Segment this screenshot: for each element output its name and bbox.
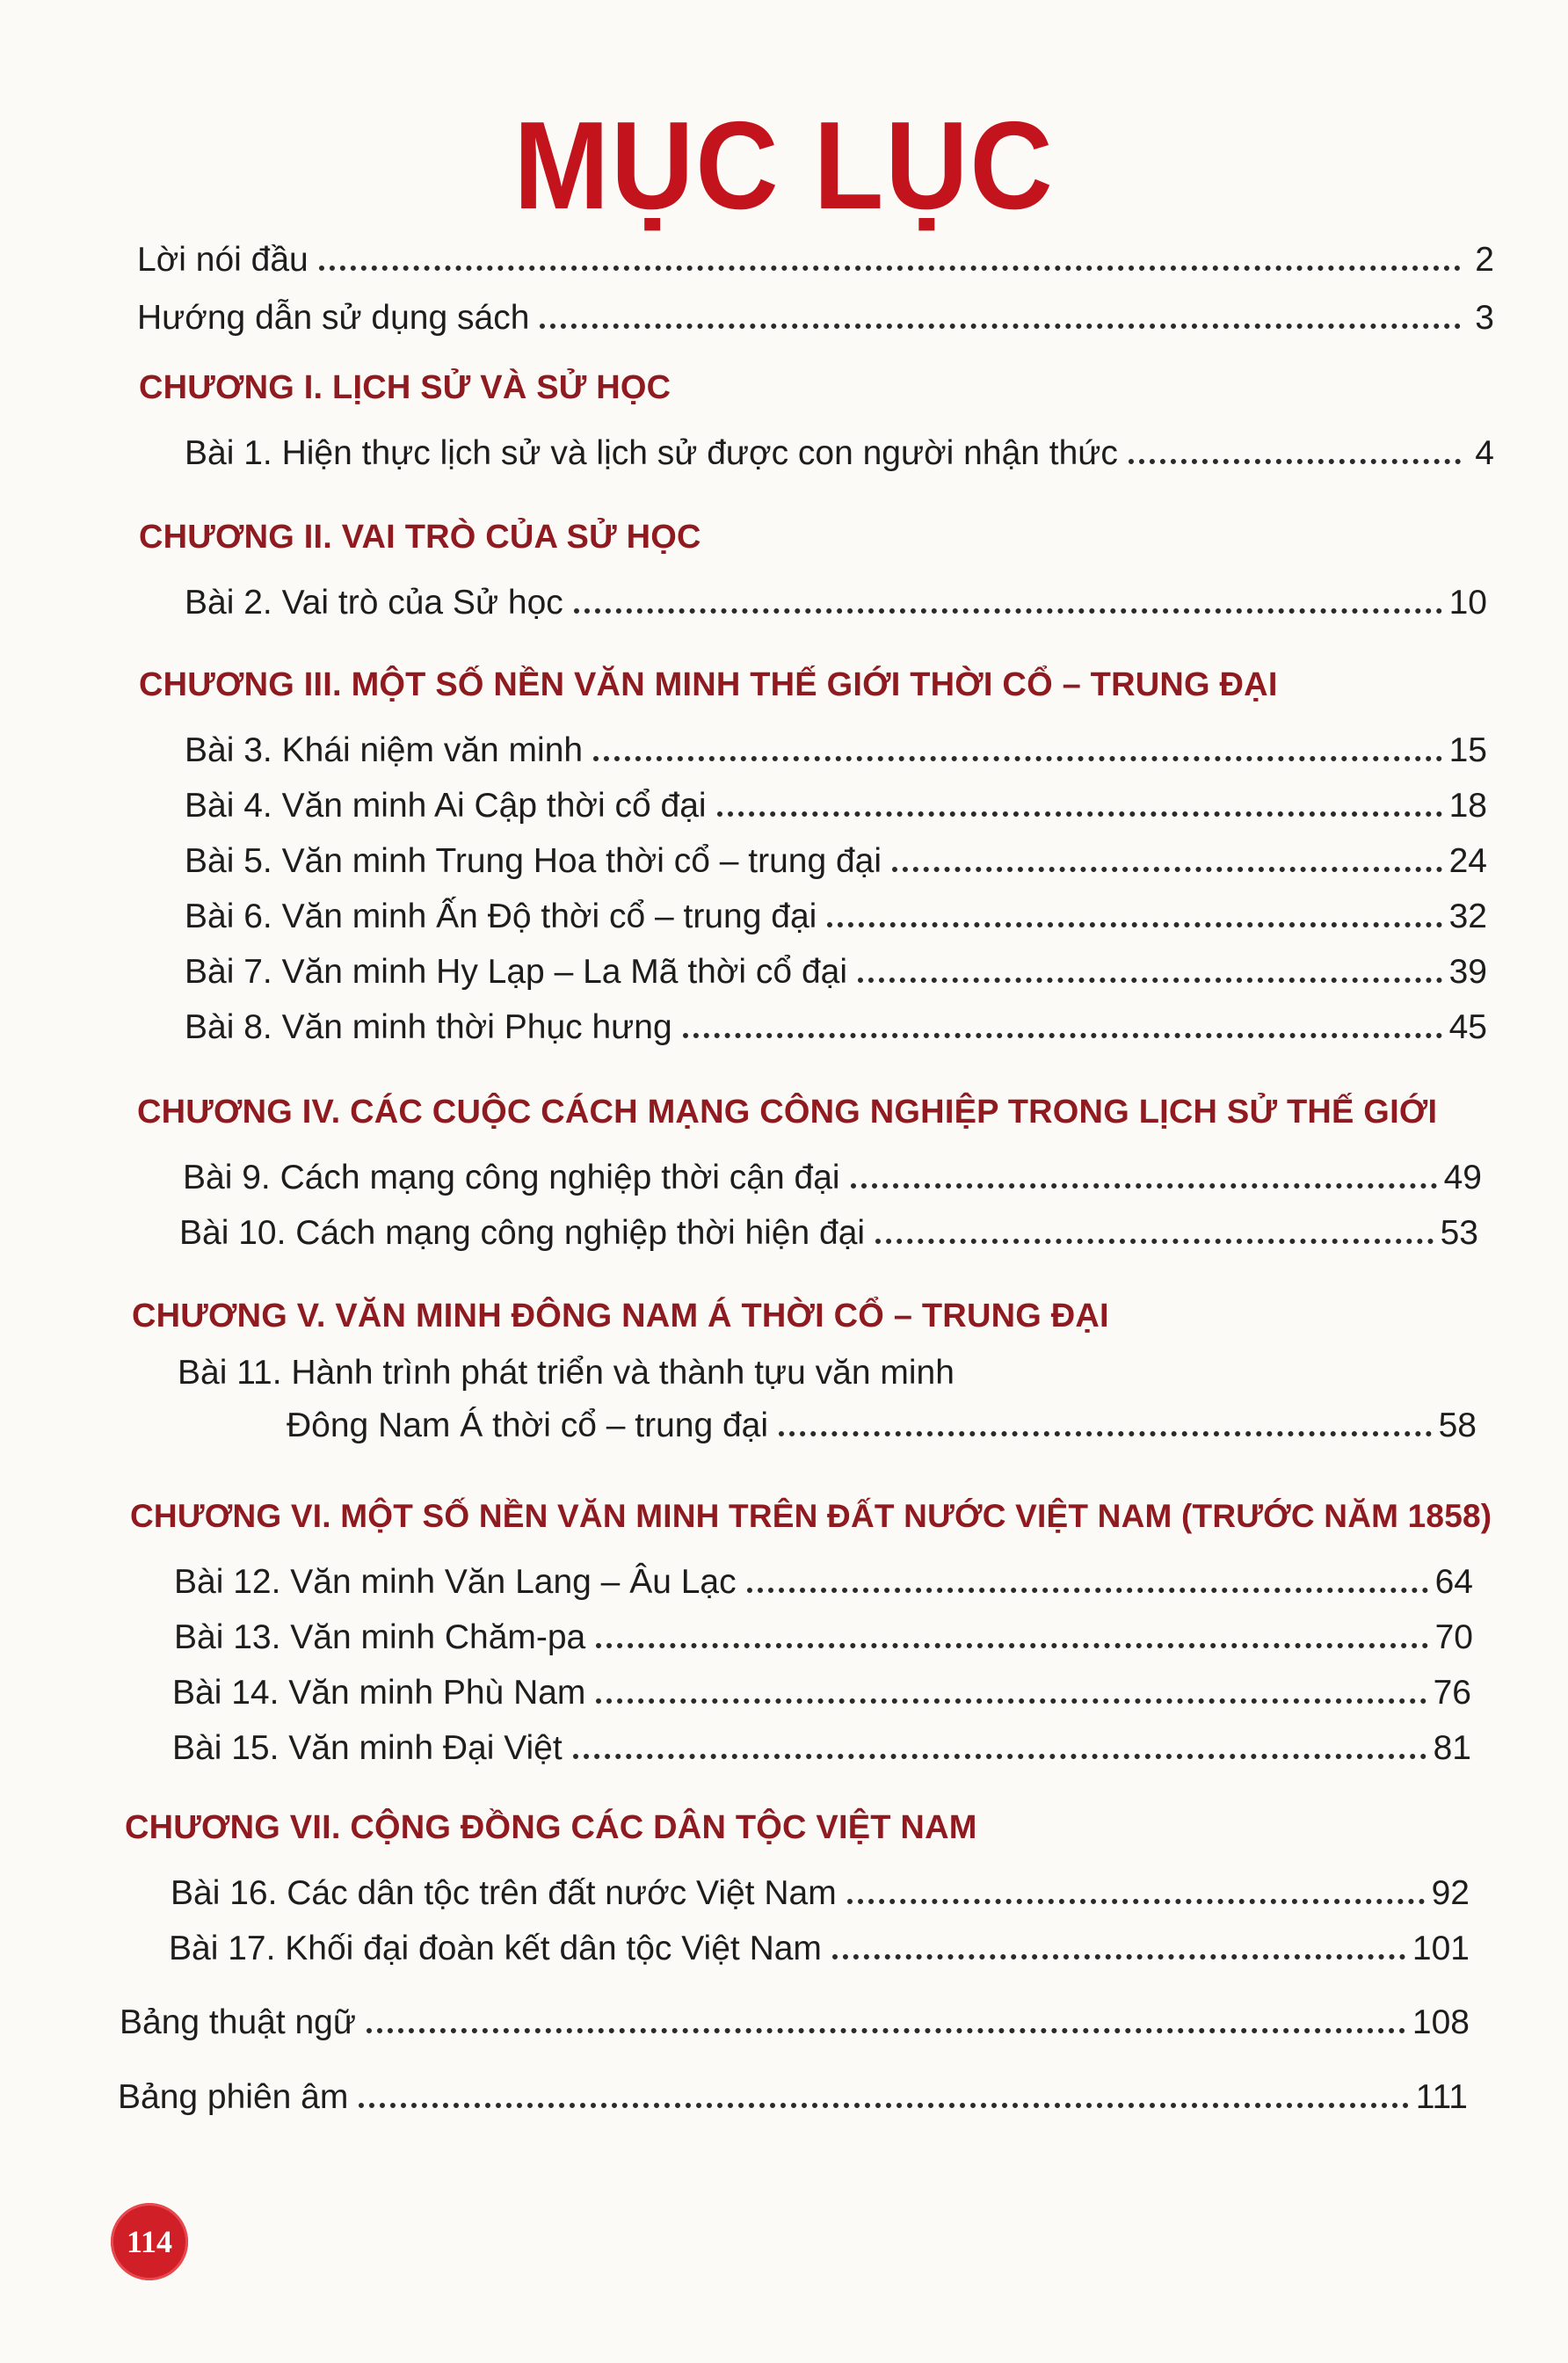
toc-entry-label: Hướng dẫn sử dụng sách — [137, 299, 530, 337]
toc-entry-lesson-6[interactable] — [185, 899, 1487, 934]
toc-entry-page: 10 — [1448, 584, 1487, 622]
toc-entry-label: Bảng thuật ngữ — [120, 2003, 356, 2041]
toc-entry-lesson-2[interactable] — [185, 585, 1487, 620]
toc-entry-page: 4 — [1475, 434, 1494, 472]
toc-entry-label: Bài 3. Khái niệm văn minh — [185, 731, 584, 769]
toc-entry-lesson-12[interactable] — [174, 1565, 1473, 1599]
dot-leader — [596, 1643, 1427, 1648]
toc-entry-label: Bài 13. Văn minh Chăm-pa — [174, 1618, 586, 1656]
toc-entry-page: 76 — [1433, 1674, 1471, 1712]
toc-entry-label: Bài 15. Văn minh Đại Việt — [172, 1729, 563, 1767]
toc-entry-page: 70 — [1434, 1618, 1473, 1656]
dot-leader — [875, 1239, 1434, 1244]
toc-entry-page: 45 — [1448, 1008, 1487, 1046]
toc-entry-page: 81 — [1433, 1729, 1471, 1767]
dot-leader — [593, 756, 1442, 761]
chapter-heading-4[interactable]: CHƯƠNG IV. CÁC CUỘC CÁCH MẠNG CÔNG NGHIỆP TRONG LỊCH SỬ THẾ GIỚI — [137, 1094, 1438, 1131]
dot-leader — [573, 1754, 1426, 1759]
dot-leader — [683, 1033, 1442, 1038]
dot-leader — [367, 2028, 1405, 2033]
page-title: MỤC LỤC — [513, 96, 1055, 236]
toc-entry-page: 64 — [1434, 1563, 1473, 1601]
toc-entry-page: 18 — [1448, 787, 1487, 825]
chapter-heading-2[interactable]: CHƯƠNG II. VAI TRÒ CỦA SỬ HỌC — [139, 519, 701, 556]
dot-leader — [540, 324, 1461, 329]
dot-leader — [779, 1431, 1432, 1436]
dot-leader — [847, 1899, 1425, 1904]
dot-leader — [596, 1698, 1426, 1704]
toc-entry-page: 53 — [1440, 1214, 1478, 1252]
toc-entry-label: Bài 4. Văn minh Ai Cập thời cổ đại — [185, 787, 707, 825]
toc-entry-label: Bài 17. Khối đại đoàn kết dân tộc Việt Nam — [169, 1930, 822, 1967]
chapter-heading-6[interactable]: CHƯƠNG VI. MỘT SỐ NỀN VĂN MINH TRÊN ĐẤT NƯỚC VIỆT NAM (TRƯỚC NĂM 1858) — [130, 1498, 1492, 1534]
toc-entry-label: Bảng phiên âm — [118, 2078, 349, 2116]
toc-entry-lesson-4[interactable] — [185, 789, 1487, 823]
chapter-heading-3[interactable]: CHƯƠNG III. MỘT SỐ NỀN VĂN MINH THẾ GIỚI THỜI CỔ – TRUNG ĐẠI — [139, 666, 1278, 703]
toc-entry-page: 101 — [1412, 1930, 1470, 1967]
toc-entry-page: 111 — [1415, 2078, 1468, 2116]
dot-leader — [747, 1588, 1428, 1593]
chapter-heading-7[interactable]: CHƯƠNG VII. CỘNG ĐỒNG CÁC DÂN TỘC VIỆT NAM — [125, 1809, 977, 1846]
toc-entry-lesson-15[interactable] — [172, 1731, 1471, 1765]
toc-entry-lesson-7[interactable] — [185, 955, 1487, 989]
toc-entry-label: Bài 8. Văn minh thời Phục hưng — [185, 1008, 672, 1046]
dot-leader — [1129, 459, 1461, 464]
toc-entry-lesson-10[interactable] — [179, 1216, 1478, 1250]
toc-entry-label: Bài 10. Cách mạng công nghiệp thời hiện đại — [179, 1214, 866, 1252]
toc-entry-lesson-17[interactable] — [169, 1931, 1470, 1966]
toc-entry-page: 15 — [1448, 731, 1487, 769]
toc-entry-page: 39 — [1448, 953, 1487, 991]
toc-entry-lesson-14[interactable] — [172, 1676, 1471, 1710]
toc-entry-label: Bài 6. Văn minh Ấn Độ thời cổ – trung đại — [185, 898, 817, 935]
dot-leader — [319, 265, 1461, 271]
chapter-heading-5[interactable]: CHƯƠNG V. VĂN MINH ĐÔNG NAM Á THỜI CỔ – TRUNG ĐẠI — [132, 1298, 1109, 1334]
dot-leader — [858, 978, 1442, 983]
toc-entry-lesson-1[interactable] — [185, 436, 1494, 470]
dot-leader — [717, 811, 1442, 817]
toc-entry-label: Đông Nam Á thời cổ – trung đại — [287, 1407, 769, 1444]
toc-entry-lesson-9[interactable] — [183, 1160, 1482, 1195]
toc-entry-label: Bài 9. Cách mạng công nghiệp thời cận đại — [183, 1159, 840, 1196]
dot-leader — [892, 867, 1442, 872]
toc-entry-glossary[interactable] — [120, 2005, 1470, 2039]
page-number-badge: 114 — [111, 2203, 188, 2280]
toc-entry-lesson-13[interactable] — [174, 1620, 1473, 1654]
toc-entry-label: Bài 5. Văn minh Trung Hoa thời cổ – trung đại — [185, 842, 882, 880]
toc-entry-lesson-16[interactable] — [171, 1876, 1470, 1910]
toc-entry-label: Bài 16. Các dân tộc trên đất nước Việt Nam — [171, 1874, 837, 1912]
dot-leader — [851, 1183, 1437, 1189]
toc-entry-foreword[interactable] — [137, 243, 1494, 277]
toc-entry-lesson-11[interactable] — [287, 1408, 1477, 1443]
dot-leader — [359, 2103, 1408, 2108]
toc-entry-lesson-11-line1[interactable]: Bài 11. Hành trình phát triển và thành tựu văn minh — [178, 1354, 955, 1392]
chapter-heading-1[interactable]: CHƯƠNG I. LỊCH SỬ VÀ SỬ HỌC — [139, 369, 671, 406]
dot-leader — [574, 608, 1442, 614]
toc-entry-page: 49 — [1443, 1159, 1482, 1196]
toc-entry-transcription[interactable] — [118, 2080, 1468, 2114]
toc-entry-label: Bài 7. Văn minh Hy Lạp – La Mã thời cổ đại — [185, 953, 847, 991]
toc-entry-page: 2 — [1475, 241, 1494, 279]
toc-entry-lesson-3[interactable] — [185, 733, 1487, 767]
dot-leader — [832, 1954, 1405, 1959]
dot-leader — [827, 922, 1441, 927]
toc-entry-page: 92 — [1431, 1874, 1470, 1912]
toc-entry-lesson-5[interactable] — [185, 844, 1487, 878]
toc-entry-guide[interactable] — [137, 301, 1494, 335]
toc-entry-lesson-8[interactable] — [185, 1010, 1487, 1044]
toc-entry-label: Bài 2. Vai trò của Sử học — [185, 584, 563, 622]
toc-entry-page: 108 — [1412, 2003, 1470, 2041]
toc-entry-page: 3 — [1475, 299, 1494, 337]
toc-entry-page: 32 — [1448, 898, 1487, 935]
toc-entry-page: 24 — [1448, 842, 1487, 880]
toc-entry-label: Bài 1. Hiện thực lịch sử và lịch sử được con người nhận thức — [185, 434, 1118, 472]
toc-entry-label: Lời nói đầu — [137, 241, 309, 279]
toc-entry-page: 58 — [1438, 1407, 1477, 1444]
toc-entry-label: Bài 12. Văn minh Văn Lang – Âu Lạc — [174, 1563, 737, 1601]
toc-entry-label: Bài 14. Văn minh Phù Nam — [172, 1674, 586, 1712]
